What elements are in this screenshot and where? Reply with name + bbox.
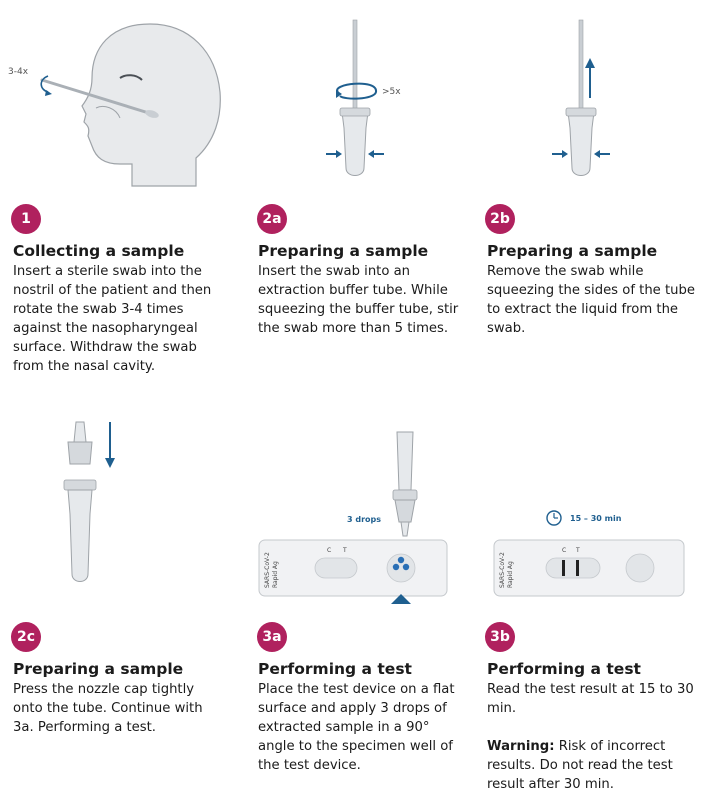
- step-2b-title: Preparing a sample: [487, 242, 658, 260]
- step-1-description: Insert a sterile swab into the nostril of the patient and then rotate the swab 3-4 times against the nasopharyngeal surface. Withdraw the swab from the nasal cavity.: [13, 264, 212, 374]
- step-3b-warning: [487, 737, 699, 794]
- test-line-mark: T: [343, 547, 347, 554]
- nozzle-cap-illustration: [58, 418, 138, 590]
- swab-removal-illustration: [550, 18, 630, 190]
- cassette-brand-line2: Rapid Ag: [272, 561, 279, 588]
- step-badge-2b: 2b: [485, 204, 515, 234]
- step-badge-2c: 2c: [11, 622, 41, 652]
- test-line-mark: T: [576, 547, 580, 554]
- sample-drop: [398, 557, 404, 563]
- step-3b-description: Read the test result at 15 to 30 min.: [487, 682, 694, 716]
- step-badge-3a: 3a: [257, 622, 287, 652]
- step-2c-description: Press the nozzle cap tightly onto the tube. Continue with 3a. Performing a test.: [13, 682, 203, 735]
- step-3a-title: Performing a test: [258, 660, 412, 678]
- step-1-title: Collecting a sample: [13, 242, 185, 260]
- warning-text: Risk of incorrect results. Do not read the test result after 30 min.: [487, 739, 673, 792]
- sample-drop: [403, 564, 409, 570]
- nozzle-cap-shape: [74, 422, 86, 442]
- step-3a-description: Place the test device on a flat surface and apply 3 drops of extracted sample in a 90° angle to the specimen well of the test device.: [258, 682, 455, 773]
- cassette-brand-line2: Rapid Ag: [507, 561, 514, 588]
- step-badge-2a: 2a: [257, 204, 287, 234]
- nasal-swab-illustration: [0, 18, 225, 188]
- swab-in-tube-illustration: [320, 18, 420, 190]
- step-3b-title: Performing a test: [487, 660, 641, 678]
- read-time-label: 15 – 30 min: [570, 514, 622, 523]
- read-result-illustration: [490, 500, 690, 610]
- step-2a-title: Preparing a sample: [258, 242, 429, 260]
- step-badge-1: 1: [11, 204, 41, 234]
- control-line: [562, 560, 565, 576]
- sample-drop: [393, 564, 399, 570]
- rotate-arrow-icon: [41, 76, 48, 92]
- head-profile-shape: [82, 24, 220, 186]
- drops-count-label: 3 drops: [347, 515, 382, 524]
- rotation-count-label: 3-4x: [8, 67, 29, 77]
- control-line-mark: C: [562, 547, 567, 554]
- cassette-brand-line1: SARS-CoV-2: [499, 552, 506, 588]
- step-2a-description: Insert the swab into an extraction buffer tube. While squeezing the buffer tube, stir the swab more than 5 times.: [258, 264, 459, 336]
- cassette-brand-line1: SARS-CoV-2: [264, 552, 271, 588]
- control-line-mark: C: [327, 547, 332, 554]
- step-2b-description: Remove the swab while squeezing the sides of the tube to extract the liquid from the swab.: [487, 264, 695, 336]
- step-2c-title: Preparing a sample: [13, 660, 184, 678]
- step-badge-3b: 3b: [485, 622, 515, 652]
- stir-count-label: >5x: [382, 87, 401, 97]
- test-line: [576, 560, 579, 576]
- warning-label: Warning:: [487, 739, 555, 754]
- apply-drops-illustration: [255, 428, 455, 608]
